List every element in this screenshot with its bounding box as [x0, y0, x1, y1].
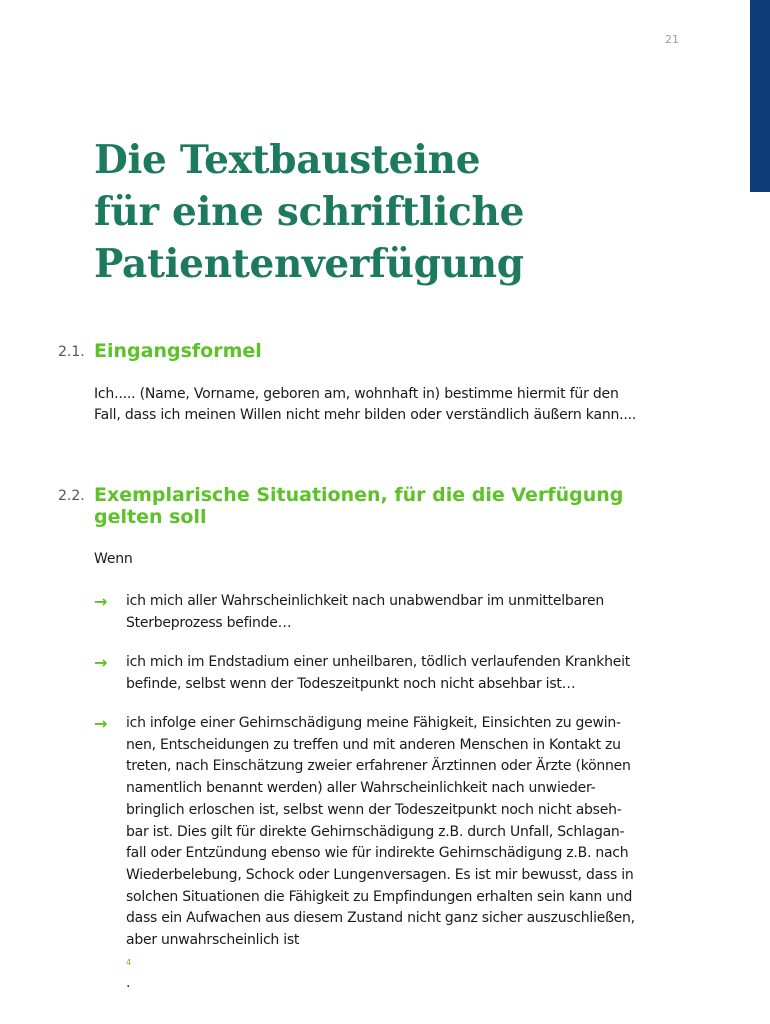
footnote-reference[interactable]: 4: [126, 957, 131, 967]
page-number: 21: [665, 33, 679, 46]
list-item-line: [126, 930, 686, 995]
list-item-line: bar ist. Dies gilt für direkte Gehirnschädigung z.B. durch Unfall, Schlagan-: [126, 823, 625, 840]
section-intro: [94, 549, 674, 570]
last-line-end: .: [126, 975, 131, 992]
section-heading: [94, 484, 654, 528]
section-number: 2.1.: [58, 344, 85, 360]
page-title-line: Patientenverfügung: [94, 241, 524, 287]
list-item-line: dass ein Aufwachen aus diesem Zustand nicht ganz sicher auszuschließen,: [126, 910, 635, 927]
arrow-right-icon: →: [94, 714, 108, 733]
list-item-line: nen, Entscheidungen zu treffen und mit anderen Menschen in Kontakt zu: [126, 736, 621, 753]
list-item-text: [126, 591, 686, 634]
page-title: [94, 134, 524, 290]
arrow-right-icon: →: [94, 592, 108, 611]
list-item-line: ich infolge einer Gehirnschädigung meine Fähigkeit, Einsichten zu gewin-: [126, 715, 621, 731]
page-title-line: für eine schriftliche: [94, 189, 525, 235]
list-item-line: fall oder Entzündung ebenso wie für indirekte Gehirnschädigung z.B. nach: [126, 845, 629, 862]
list-item-line: ich mich aller Wahrscheinlichkeit nach unabwendbar im unmittelbaren: [126, 593, 604, 609]
section-paragraph: [94, 384, 674, 426]
section-heading-line: gelten soll: [94, 506, 207, 528]
section-number: 2.2.: [58, 488, 85, 504]
list-item-line: treten, nach Einschätzung zweier erfahrener Ärztinnen oder Ärzte (können: [126, 758, 631, 775]
list-item-text: [126, 652, 686, 695]
list-item-line: bringlich erloschen ist, selbst wenn der Todeszeitpunkt noch nicht abseh-: [126, 801, 622, 818]
last-line-text: aber unwahrscheinlich ist: [126, 932, 300, 949]
section-heading-line: Eingangsformel: [94, 340, 262, 362]
arrow-right-icon: →: [94, 653, 108, 672]
list-item-line: ich mich im Endstadium einer unheilbaren, tödlich verlaufenden Krankheit: [126, 654, 630, 670]
list-item-line: Wiederbelebung, Schock oder Lungenversagen. Es ist mir bewusst, dass in: [126, 866, 634, 883]
paragraph-line: Fall, dass ich meinen Willen nicht mehr bilden oder verständlich äußern kann....: [94, 407, 637, 423]
list-item-text: [126, 713, 686, 995]
list-item-line: namentlich benannt werden) aller Wahrscheinlichkeit nach unwieder-: [126, 780, 596, 797]
list-item-line: solchen Situationen die Fähigkeit zu Empfindungen erhalten sein kann und: [126, 888, 633, 905]
chapter-tab-marker: [750, 0, 770, 192]
section-heading-line: Exemplarische Situationen, für die die Verfügung: [94, 484, 624, 506]
intro-text: Wenn: [94, 551, 133, 567]
list-item-line: befinde, selbst wenn der Todeszeitpunkt noch nicht absehbar ist…: [126, 675, 576, 692]
page-title-line: Die Textbausteine: [94, 137, 481, 183]
list-item-line: Sterbeprozess befinde…: [126, 614, 292, 631]
paragraph-line: Ich..... (Name, Vorname, geboren am, wohnhaft in) bestimme hiermit für den: [94, 386, 619, 402]
section-heading: [94, 340, 654, 362]
